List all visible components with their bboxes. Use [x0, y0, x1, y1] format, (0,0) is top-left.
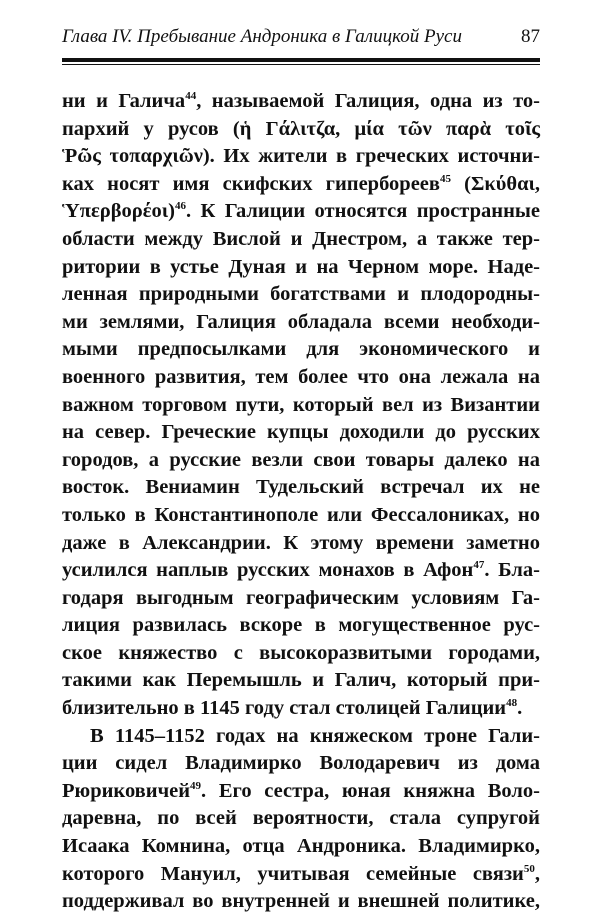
text-segment: ленная природными богатствами и плодородны- — [62, 283, 540, 306]
text-segment: ритории в устье Дуная и на Черном море. Наде- — [62, 255, 540, 278]
text-line — [62, 88, 540, 116]
text-line — [62, 778, 540, 806]
text-line-content — [62, 642, 540, 664]
text-line — [62, 750, 540, 778]
text-segment: военного развития, тем более что она лежала на — [62, 365, 540, 388]
text-segment: пархий у русов (ἡ Γάλιτζα, μία τῶν παρὰ τοῖς — [62, 117, 540, 140]
text-line-content — [62, 532, 540, 554]
page-number: 87 — [521, 26, 540, 47]
text-line — [62, 116, 540, 144]
text-line-content — [62, 394, 540, 416]
text-line-content — [62, 863, 540, 885]
text-line — [62, 557, 540, 585]
text-line — [62, 447, 540, 475]
text-line-content — [62, 200, 540, 222]
text-segment: на север. Греческие купцы доходили до русских — [62, 421, 540, 444]
text-segment: усилился наплыв русских монахов в Афон — [62, 559, 474, 582]
text-segment: ни и Галича — [62, 90, 186, 112]
text-line-content — [62, 90, 540, 112]
text-segment: поддерживал во внутренней и внешней политике, — [62, 890, 540, 913]
text-line — [62, 309, 540, 337]
text-line-content — [62, 835, 540, 857]
text-line — [62, 805, 540, 833]
text-line — [62, 530, 540, 558]
text-line — [62, 364, 540, 392]
text-line-content — [62, 283, 540, 305]
text-line — [62, 695, 540, 723]
text-segment: даже в Александрии. К этому времени заметно — [62, 531, 540, 554]
text-line — [62, 336, 540, 364]
text-segment: (Σκύθαι, — [450, 172, 541, 195]
text-segment: ми землями, Галиция обладала всеми необходи- — [62, 310, 540, 333]
text-line — [62, 419, 540, 447]
text-line-content — [62, 228, 540, 250]
text-line-content — [62, 449, 540, 471]
text-segment: Ῥῶς τοπαρχιῶν). Их жители в греческих источни- — [62, 145, 540, 168]
text-line — [62, 254, 540, 282]
text-line — [62, 585, 540, 613]
text-line-content — [62, 256, 540, 278]
text-line-content — [62, 366, 540, 388]
text-segment: В 1145–1152 годах на княжеском троне Гали- — [90, 724, 540, 747]
text-line — [62, 640, 540, 668]
text-line-content — [62, 338, 540, 360]
text-line-content — [62, 476, 540, 498]
text-line-content — [90, 725, 540, 747]
text-segment: важном торговом пути, который вел из Византии — [62, 393, 540, 416]
text-segment: . Бла- — [484, 559, 540, 582]
text-segment: годаря выгодным географическим условиям Га- — [62, 586, 540, 609]
text-line-content — [62, 669, 540, 691]
text-line-content — [62, 697, 522, 719]
text-segment: Рюриковичей — [62, 779, 191, 802]
text-line — [62, 612, 540, 640]
footnote-ref: 48 — [506, 697, 518, 710]
text-segment: Ὑπερβορέοι) — [62, 200, 175, 223]
header-rule-thin — [62, 64, 540, 65]
text-line-content — [62, 890, 540, 912]
text-line — [62, 171, 540, 199]
text-line-content — [62, 752, 540, 774]
text-line-content — [62, 173, 540, 195]
text-line — [62, 502, 540, 530]
text-segment: . Его сестра, юная княжна Воло- — [201, 779, 540, 802]
text-line-content — [62, 145, 540, 167]
text-segment: такими как Перемышль и Галич, который при- — [62, 669, 540, 692]
text-segment: мыми предпосылками для экономического и — [62, 338, 540, 361]
text-line — [62, 474, 540, 502]
footnote-ref: 50 — [523, 862, 535, 875]
text-line-content — [62, 559, 540, 581]
text-line-content — [62, 587, 540, 609]
text-line-content — [62, 614, 540, 636]
text-line — [62, 281, 540, 309]
footnote-ref: 46 — [174, 200, 186, 213]
footnote-ref: 44 — [185, 90, 197, 102]
text-line-content — [62, 807, 540, 829]
text-line — [62, 226, 540, 254]
footnote-ref: 47 — [473, 559, 485, 572]
text-segment: восток. Вениамин Тудельский встречал их не — [62, 476, 540, 499]
text-line — [62, 392, 540, 420]
running-header — [62, 24, 540, 50]
text-line — [62, 833, 540, 861]
text-segment: , называемой Галиция, одна из то- — [196, 90, 540, 112]
text-segment: которого Мануил, учитывая семейные связи — [62, 862, 524, 885]
text-segment: близительно в 1145 году стал столицей Галиции — [62, 697, 507, 720]
text-segment: ции сидел Владимирко Володаревич из дома — [62, 752, 540, 775]
footnote-ref: 49 — [190, 779, 202, 792]
text-line-content — [62, 118, 540, 140]
text-line — [62, 888, 540, 916]
text-segment: области между Вислой и Днестром, а также тер- — [62, 227, 540, 250]
text-segment: Исаака Комнина, отца Андроника. Владимирко, — [62, 835, 540, 858]
body-text — [62, 88, 540, 916]
text-segment: ское княжество с высокоразвитыми городами, — [62, 641, 540, 664]
text-line-content — [62, 311, 540, 333]
text-segment: , — [534, 862, 540, 885]
text-line — [62, 143, 540, 171]
chapter-title: Глава IV. Пребывание Андроника в Галицкой Руси — [62, 26, 462, 47]
footnote-ref: 45 — [439, 172, 451, 185]
text-line — [62, 723, 540, 751]
text-segment: городов, а русские везли свои товары далеко на — [62, 448, 540, 471]
text-segment: . К Галиции относятся пространные — [185, 200, 540, 223]
text-segment: . — [517, 697, 523, 720]
text-line-content — [62, 421, 540, 443]
text-segment: лиция развилась вскоре в могущественное рус- — [62, 614, 540, 637]
text-line — [62, 198, 540, 226]
text-segment: ках носят имя скифских гипербореев — [62, 172, 440, 195]
text-line — [62, 861, 540, 889]
text-line — [62, 667, 540, 695]
text-segment: даревна, по всей вероятности, стала супругой — [62, 807, 540, 830]
text-line-content — [62, 780, 540, 802]
text-line-content — [62, 504, 540, 526]
header-rule-thick — [62, 58, 540, 62]
text-segment: только в Константинополе или Фессалониках, но — [62, 503, 540, 526]
